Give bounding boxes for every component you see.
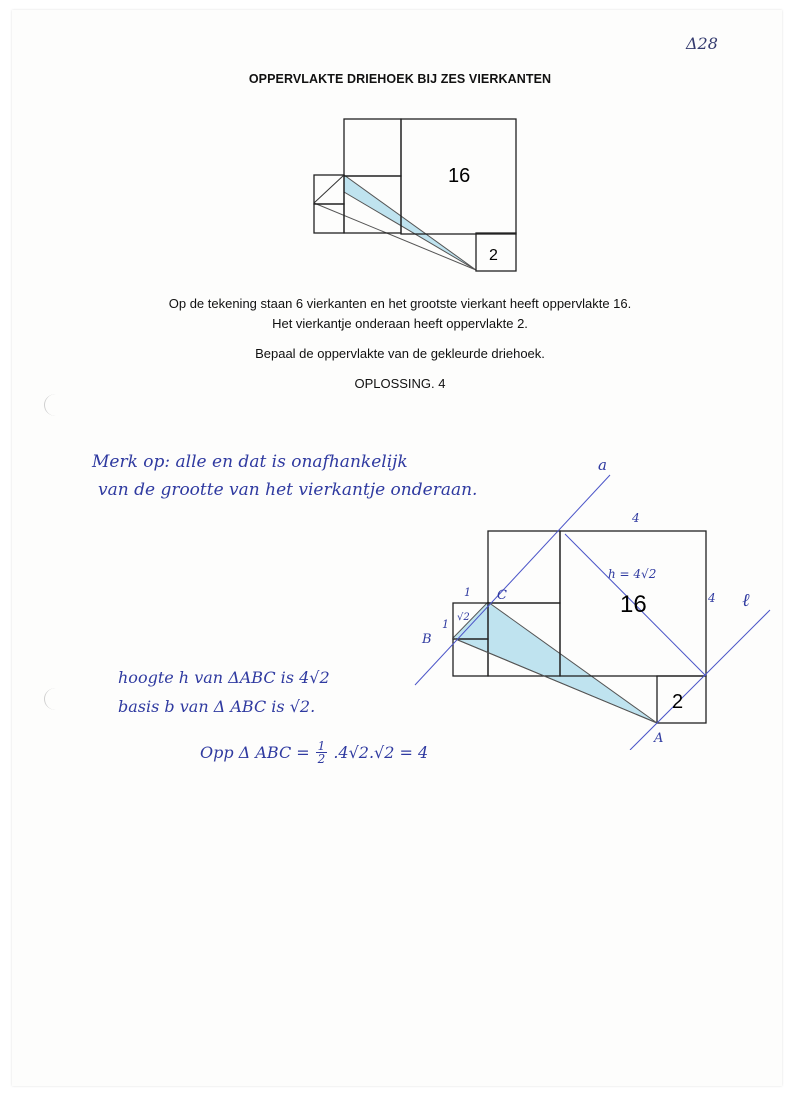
solution-text: OPLOSSING. 4 [354, 376, 446, 391]
handwritten-remark: van de grootte van het vierkantje onderaan. [98, 480, 478, 500]
vertex-label-B: B [422, 632, 432, 647]
big-square-label: 16 [620, 591, 647, 618]
label-l: ℓ [742, 590, 750, 611]
solution-figure [400, 450, 780, 750]
colored-triangle [344, 175, 476, 270]
page-title: OPPERVLAKTE DRIEHOEK BIJ ZES VIERKANTEN [248, 72, 552, 86]
diagonal-line [314, 175, 344, 203]
square [344, 119, 401, 176]
area-fraction [316, 740, 328, 765]
label-one-left: 1 [442, 618, 449, 631]
punch-hole-mark [44, 394, 67, 416]
area-prefix: Opp Δ ABC = [200, 743, 310, 762]
handwritten-height: hoogte h van ΔABC is 4√2 [118, 668, 330, 687]
area-suffix: .4√2.√2 = 4 [333, 743, 429, 762]
punch-hole-mark [44, 688, 67, 710]
vertex-label-C: C [497, 588, 507, 603]
page-number-mark: Δ28 [686, 34, 718, 53]
label-one-top: 1 [464, 586, 471, 599]
label-a: a [598, 456, 607, 474]
square [314, 204, 344, 233]
small-square-label: 2 [489, 247, 498, 264]
parallel-line-l [630, 610, 770, 750]
label-sqrt2: √2 [457, 612, 470, 623]
problem-text-line: Op de tekening staan 6 vierkanten en het grootste vierkant heeft oppervlakte 16. [168, 296, 632, 311]
label-side-top: 4 [632, 511, 640, 525]
label-side-right: 4 [708, 591, 716, 605]
fraction-numerator: 1 [317, 739, 326, 753]
handwritten-area-formula [200, 740, 428, 765]
small-square-label: 2 [672, 691, 684, 713]
colored-triangle [453, 602, 657, 723]
question-text: Bepaal de oppervlakte van de gekleurde driehoek. [255, 346, 545, 361]
problem-text-line: Het vierkantje onderaan heeft oppervlakte 2. [272, 316, 528, 331]
problem-figure [300, 110, 530, 280]
fraction-denominator: 2 [317, 752, 326, 766]
big-square-label: 16 [448, 165, 471, 187]
vertex-label-A: A [654, 731, 664, 746]
handwritten-base: basis b van Δ ABC is √2. [118, 697, 316, 716]
label-h: h = 4√2 [608, 567, 657, 581]
handwritten-remark: Merk op: alle en dat is onafhankelijk [92, 452, 408, 472]
